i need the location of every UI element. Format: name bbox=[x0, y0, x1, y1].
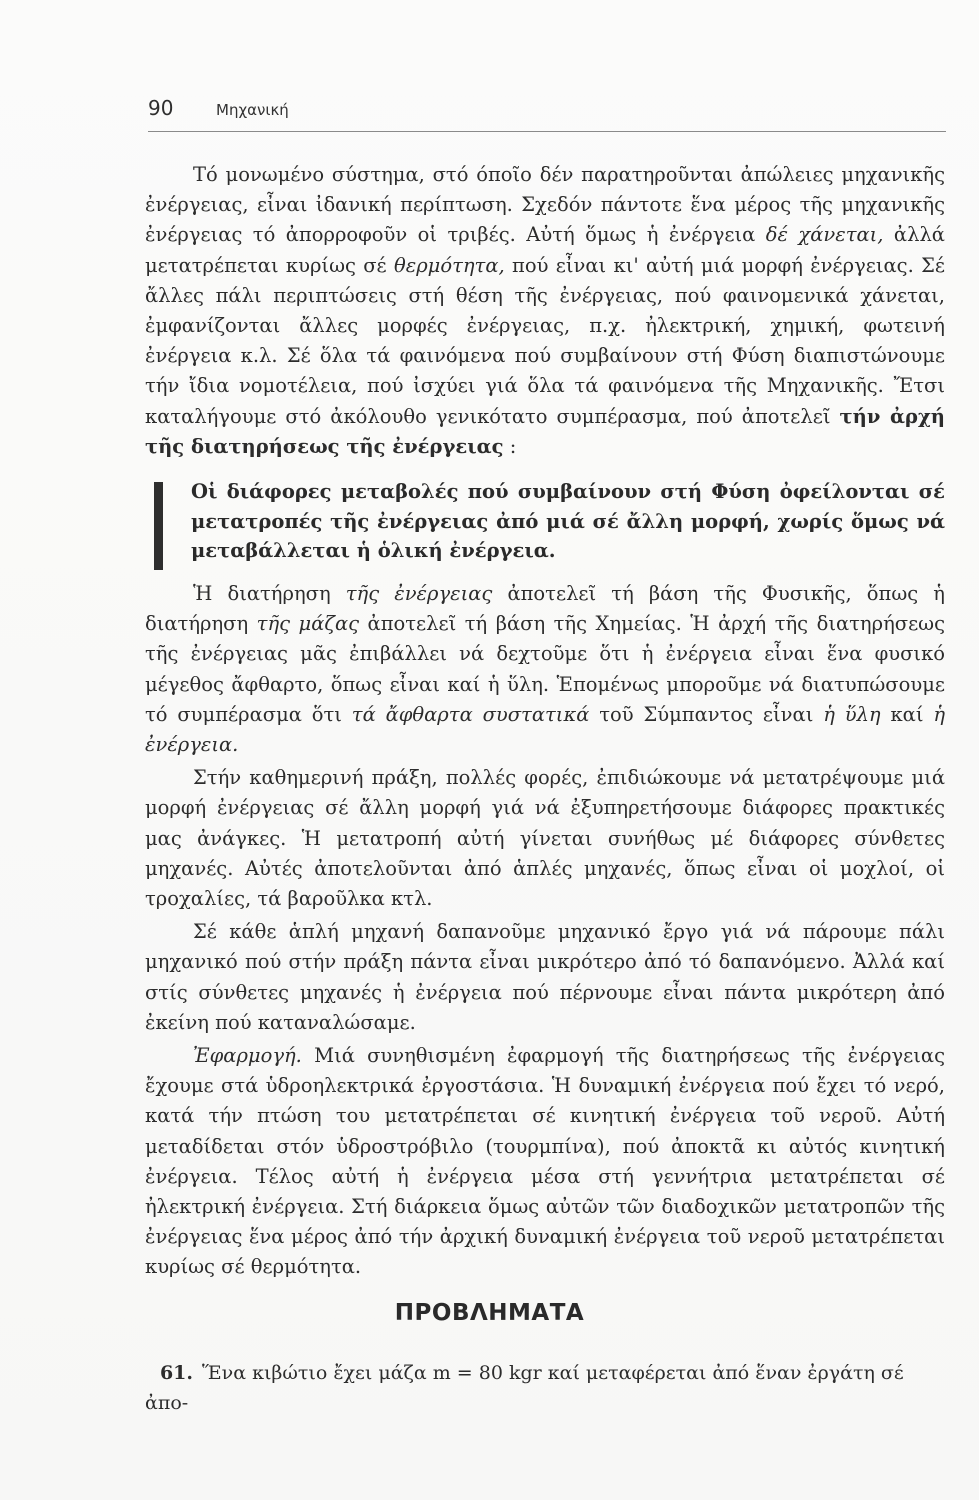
page-number: 90 bbox=[148, 96, 174, 120]
intro-section bbox=[145, 160, 945, 462]
problem-text: Ἕνα κιβώτιο ἔχει μάζα m = 80 kgr καί μεταφέρεται ἀπό ἕναν ἐργάτη σέ ἀπο- bbox=[145, 1362, 904, 1414]
paragraph-conservation: Ἡ διατήρηση τῆς ἐνέργειας ἀποτελεῖ τή βάση τῆς Φυσικῆς, ὅπως ἡ διατήρηση τῆς μάζας ἀποτελεῖ τή βάση τῆς Χημείας. Ἡ ἀρχή τῆς διατηρήσεως τῆς ἐνέργειας μᾶς ἐπιβάλλει νά δεχτοῦμε ὅτι ἡ ἐνέργεια εἶναι ἕνα φυσικό μέγεθος ἄφθαρτο, ὅπως εἶναι καί ἡ ὕλη. Ἑπομένως μποροῦμε νά διατυπώσουμε τό συμπέρασμα ὅτι τά ἄφθαρτα συστατικά τοῦ Σύμπαντος εἶναι ἡ ὕλη καί ἡ ἐνέργεια. bbox=[145, 582, 946, 757]
problem-number: 61. bbox=[159, 1362, 193, 1384]
principle-statement: Οἱ διάφορες μεταβολές πού συμβαίνουν στή Φύση ὀφείλονται σέ μετατροπές τῆς ἐνέργειας ἀπό μιά σέ ἄλλη μορφή, χωρίς ὅμως νά μεταβάλλεται ἡ ὁλική ἐνέργεια. bbox=[191, 480, 945, 563]
application-label: Ἐφαρμογή. bbox=[193, 1044, 302, 1068]
paragraph-application: Ἐφαρμογή. Μιά συνηθισμένη ἐφαρμογή τῆς διατηρήσεως τῆς ἐνέργειας ἔχουμε στά ὑδροηλεκτρικά ἐργοστάσια. Ἡ δυναμική ἐνέργεια πού ἔχει τό νερό, κατά τήν πτώση του μετατρέπεται σέ κινητική ἐνέργεια τοῦ νεροῦ. Αὐτή μεταδίδεται στόν ὑδροστρόβιλο (τουρμπίνα), πού ἀποκτᾶ κι αὐτός κινητική ἐνέργεια. Τέλος αὐτή ἡ ἐνέργεια μέσα στή γεννήτρια μετατρέπεται σέ ἠλεκτρική ἐνέργεια. Στή διάρκεια ὅμως αὐτῶν τῶν διαδοχικῶν μετατροπῶν τῆς ἐνέργειας ἕνα μέρος ἀπό τήν ἀρχική δυναμική ἐνέργεια τοῦ νεροῦ μετατρέπεται κυρίως σέ θερμότητα. bbox=[145, 1044, 945, 1279]
running-head: Μηχανική bbox=[216, 101, 289, 119]
principle-marker-bar bbox=[154, 482, 163, 570]
paragraph-simple-machines: Σέ κάθε ἁπλή μηχανή δαπανοῦμε μηχανικό ἔργο γιά νά πάρουμε πάλι μηχανικό πού στήν πράξη πάντα εἶναι μικρότερο ἀπό τό δαπανόμενο. Ἀλλά καί στίς σύνθετες μηχανές ἡ ἐνέργεια πού πέρνουμε εἶναι πάντα μικρότερη ἀπό ἐκείνη πού καταναλώσαμε. bbox=[145, 920, 945, 1034]
body-section bbox=[145, 579, 945, 1283]
problem-61 bbox=[145, 1358, 945, 1418]
section-title-problems: ΠΡΟΒΛΗΜΑΤΑ bbox=[394, 1300, 585, 1326]
header-rule bbox=[148, 131, 946, 132]
conservation-principle-term: τήν ἀρχή τῆς διατηρήσεως τῆς ἐνέργειας bbox=[145, 404, 945, 458]
principle-box bbox=[145, 477, 945, 566]
paragraph-energy-losses: Τό μονωμένο σύστημα, στό όποῖο δέν παρατηροῦνται ἀπώλειες μηχανικῆς ἐνέργειας, εἶναι ἰδανική περίπτωση. Σχεδόν πάντοτε ἕνα μέρος τῆς μηχανικῆς ἐνέργειας τό ἀπορροφοῦν οἱ τριβές. Αὐτή ὅμως ἡ ἐνέργεια δέ χάνεται, ἀλλά μετατρέπεται κυρίως σέ θερμότητα, πού εἶναι κι' αὐτή μιά μορφή ἐνέργειας. Σέ ἄλλες πάλι περιπτώσεις στή θέση τῆς ἐνέργειας, πού φαινομενικά χάνεται, ἐμφανίζονται ἄλλες μορφές ἐνέργειας, π.χ. ἠλεκτρική, χημική, φωτεινή ἐνέργεια κ.λ. Σέ ὅλα τά φαινόμενα πού συμβαίνουν στή Φύση διαπιστώνουμε τήν ἴδια νομοτέλεια, πού ἰσχύει γιά ὅλα τά φαινόμενα τῆς Μηχανικῆς. Ἔτσι καταλήγουμε στό ἀκόλουθο γενικότατο συμπέρασμα, πού ἀποτελεῖ τήν ἀρχή τῆς διατηρήσεως τῆς ἐνέργειας : bbox=[145, 163, 945, 458]
paragraph-machines: Στήν καθημερινή πράξη, πολλές φορές, ἐπιδιώκουμε νά μετατρέψουμε μιά μορφή ἐνέργειας σέ ἄλλη μορφή γιά νά ἐξυπηρετήσουμε διάφορες πρακτικές μας ἀνάγκες. Ἡ μετατροπή αὐτή γίνεται συνήθως μέ διάφορες σύνθετες μηχανές. Αὐτές ἀποτελοῦνται ἀπό ἁπλές μηχανές, ὅπως εἶναι οἱ μοχλοί, οἱ τροχαλίες, τά βαροῦλκα κτλ. bbox=[145, 766, 945, 911]
page-header bbox=[148, 92, 946, 132]
